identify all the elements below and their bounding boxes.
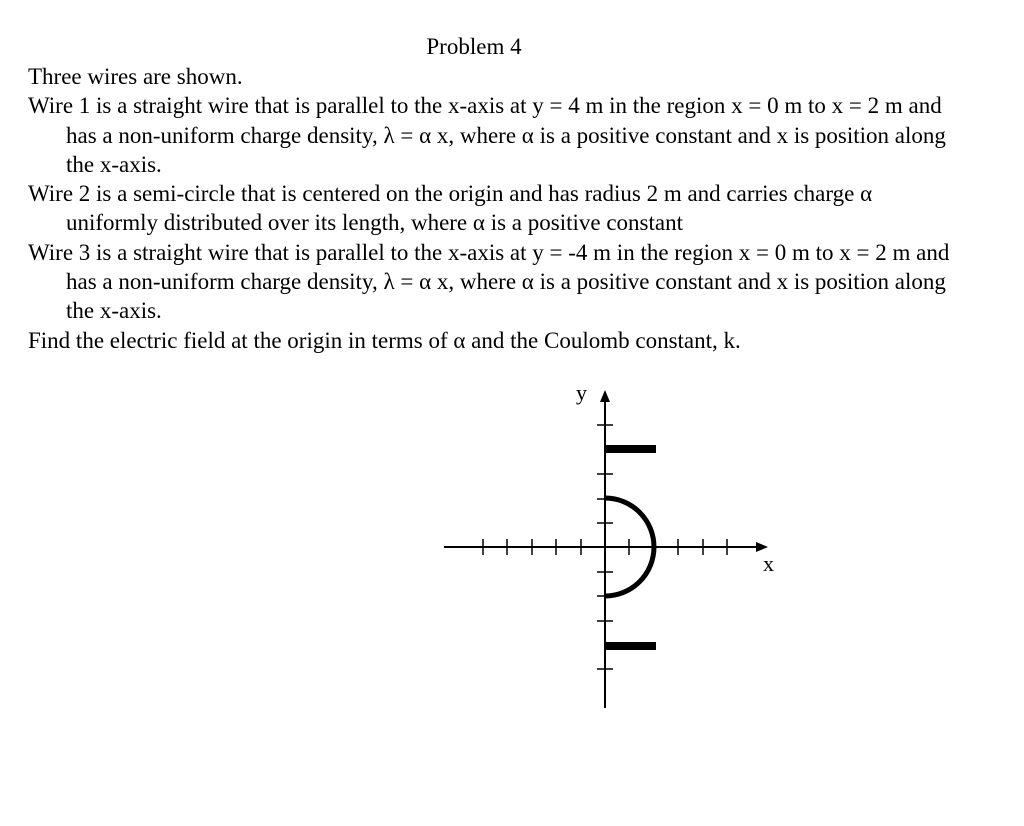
y-axis-arrowhead: [600, 390, 610, 402]
wire-3-description: Wire 3 is a straight wire that is parallel to the x-axis at y = -4 m in the region x = 0 m to x = 2 m and has a non-uniform charge density, λ = α x, where α is a positive constant and x is position along the x-axis.: [28, 239, 950, 324]
wire-2-description: Wire 2 is a semi-circle that is centered on the origin and has radius 2 m and carries charge α uniformly distributed over its length, where α is a positive constant: [28, 181, 873, 236]
x-axis-label: x: [763, 551, 774, 576]
wire-diagram: [430, 378, 790, 718]
question-paragraph: Find the electric field at the origin in terms of α and the Coulomb constant, k.: [28, 327, 741, 353]
y-axis-label: y: [576, 380, 587, 405]
y-axis: [600, 390, 610, 708]
intro-paragraph: Three wires are shown.: [28, 64, 243, 89]
wire-1-description: Wire 1 is a straight wire that is parallel to the x-axis at y = 4 m in the region x = 0 m to x = 2 m and has a non-uniform charge density, λ = α x, where α is a positive constant and x is position along the x-axis.: [28, 93, 946, 177]
problem-statement: [28, 62, 958, 355]
problem-title: Problem 4: [426, 34, 522, 59]
